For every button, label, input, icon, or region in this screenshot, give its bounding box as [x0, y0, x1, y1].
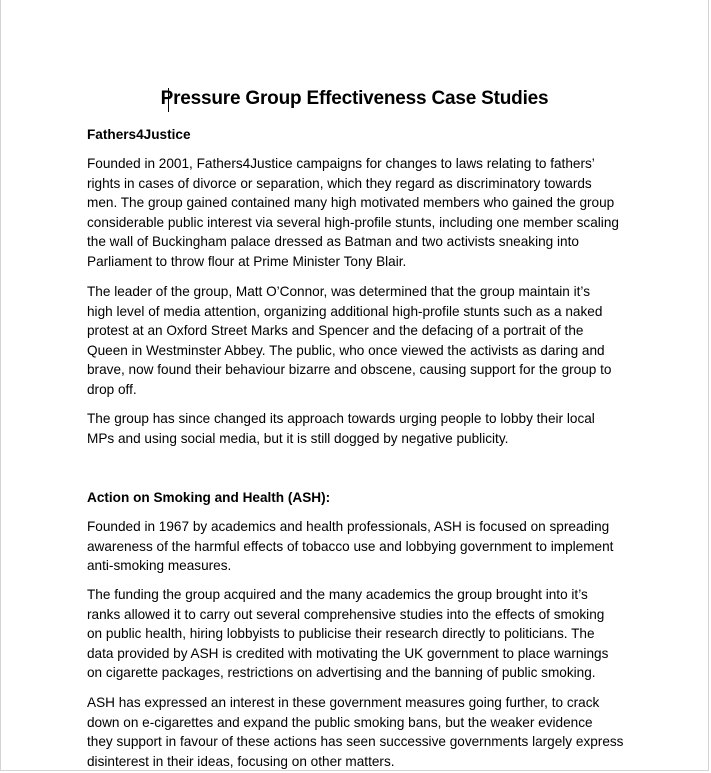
paragraph [87, 585, 632, 683]
section-heading [87, 488, 632, 508]
paragraph [87, 409, 632, 448]
text-line: they support in favour of these actions has seen successive governments largely express [87, 734, 624, 750]
text-line: The leader of the group, Matt O’Connor, was determined that the group maintain it’s [87, 284, 591, 299]
paragraph [87, 517, 632, 576]
section-heading [87, 125, 632, 145]
text-line: protest at an Oxford Street Marks and Spencer and the defacing of a portrait of the [87, 323, 584, 339]
text-line: men. The group gained contained many high motivated members who gained the group [87, 195, 615, 211]
text-line: The group has since changed its approach towards urging people to lobby their local [87, 411, 595, 426]
text-line: the wall of Buckingham palace dressed as Batman and two activists sneaking into [87, 234, 579, 250]
text-line: Parliament to throw flour at Prime Minister Tony Blair. [87, 253, 407, 269]
heading-ash: Action on Smoking and Health (ASH): [87, 490, 331, 505]
text-line: high level of media attention, organizing additional high-profile stunts such as a naked [87, 303, 603, 319]
paragraph [87, 154, 632, 272]
paragraph [87, 282, 632, 400]
text-line: The funding the group acquired and the many academics the group brought into it’s [87, 587, 588, 602]
text-line: anti-smoking measures. [87, 558, 232, 574]
text-line: considerable public interest via several high-profile stunts, including one member scaling [87, 214, 619, 230]
text-line: drop off. [87, 381, 137, 397]
text-line: Founded in 2001, Fathers4Justice campaigns for changes to laws relating to fathers’ [87, 156, 595, 171]
text-line: disinterest in their ideas, focusing on other matters. [87, 753, 395, 769]
text-line: down on e-cigarettes and expand the public smoking bans, but the weaker evidence [87, 714, 593, 730]
text-line: ASH has expressed an interest in these government measures going further, to crack [87, 695, 600, 710]
text-line: awareness of the harmful effects of tobacco use and lobbying government to implement [87, 538, 614, 554]
text-line: on public health, hiring lobbyists to publicise their research directly to politicians. The [87, 626, 595, 642]
text-line: MPs and using social media, but it is still dogged by negative publicity. [87, 430, 509, 446]
document-title: Pressure Group Effectiveness Case Studies [160, 88, 549, 109]
text-line: rights in cases of divorce or separation, which they regard as discriminatory towards [87, 175, 592, 191]
text-line: ranks allowed it to carry out several comprehensive studies into the effects of smoking [87, 606, 605, 622]
text-line: on cigarette packages, restrictions on advertising and the banning of public smoking. [87, 665, 596, 681]
paragraph [87, 693, 632, 771]
text-line: data provided by ASH is credited with motivating the UK government to place warnings [87, 645, 609, 661]
heading-fathers4justice: Fathers4Justice [87, 127, 191, 142]
text-line: brave, now found their behaviour bizarre and obscene, causing support for the group to [87, 362, 612, 378]
text-line: Founded in 1967 by academics and health professionals, ASH is focused on spreading [87, 519, 610, 534]
text-line: Queen in Westminster Abbey. The public, who once viewed the activists as daring and [87, 342, 605, 358]
